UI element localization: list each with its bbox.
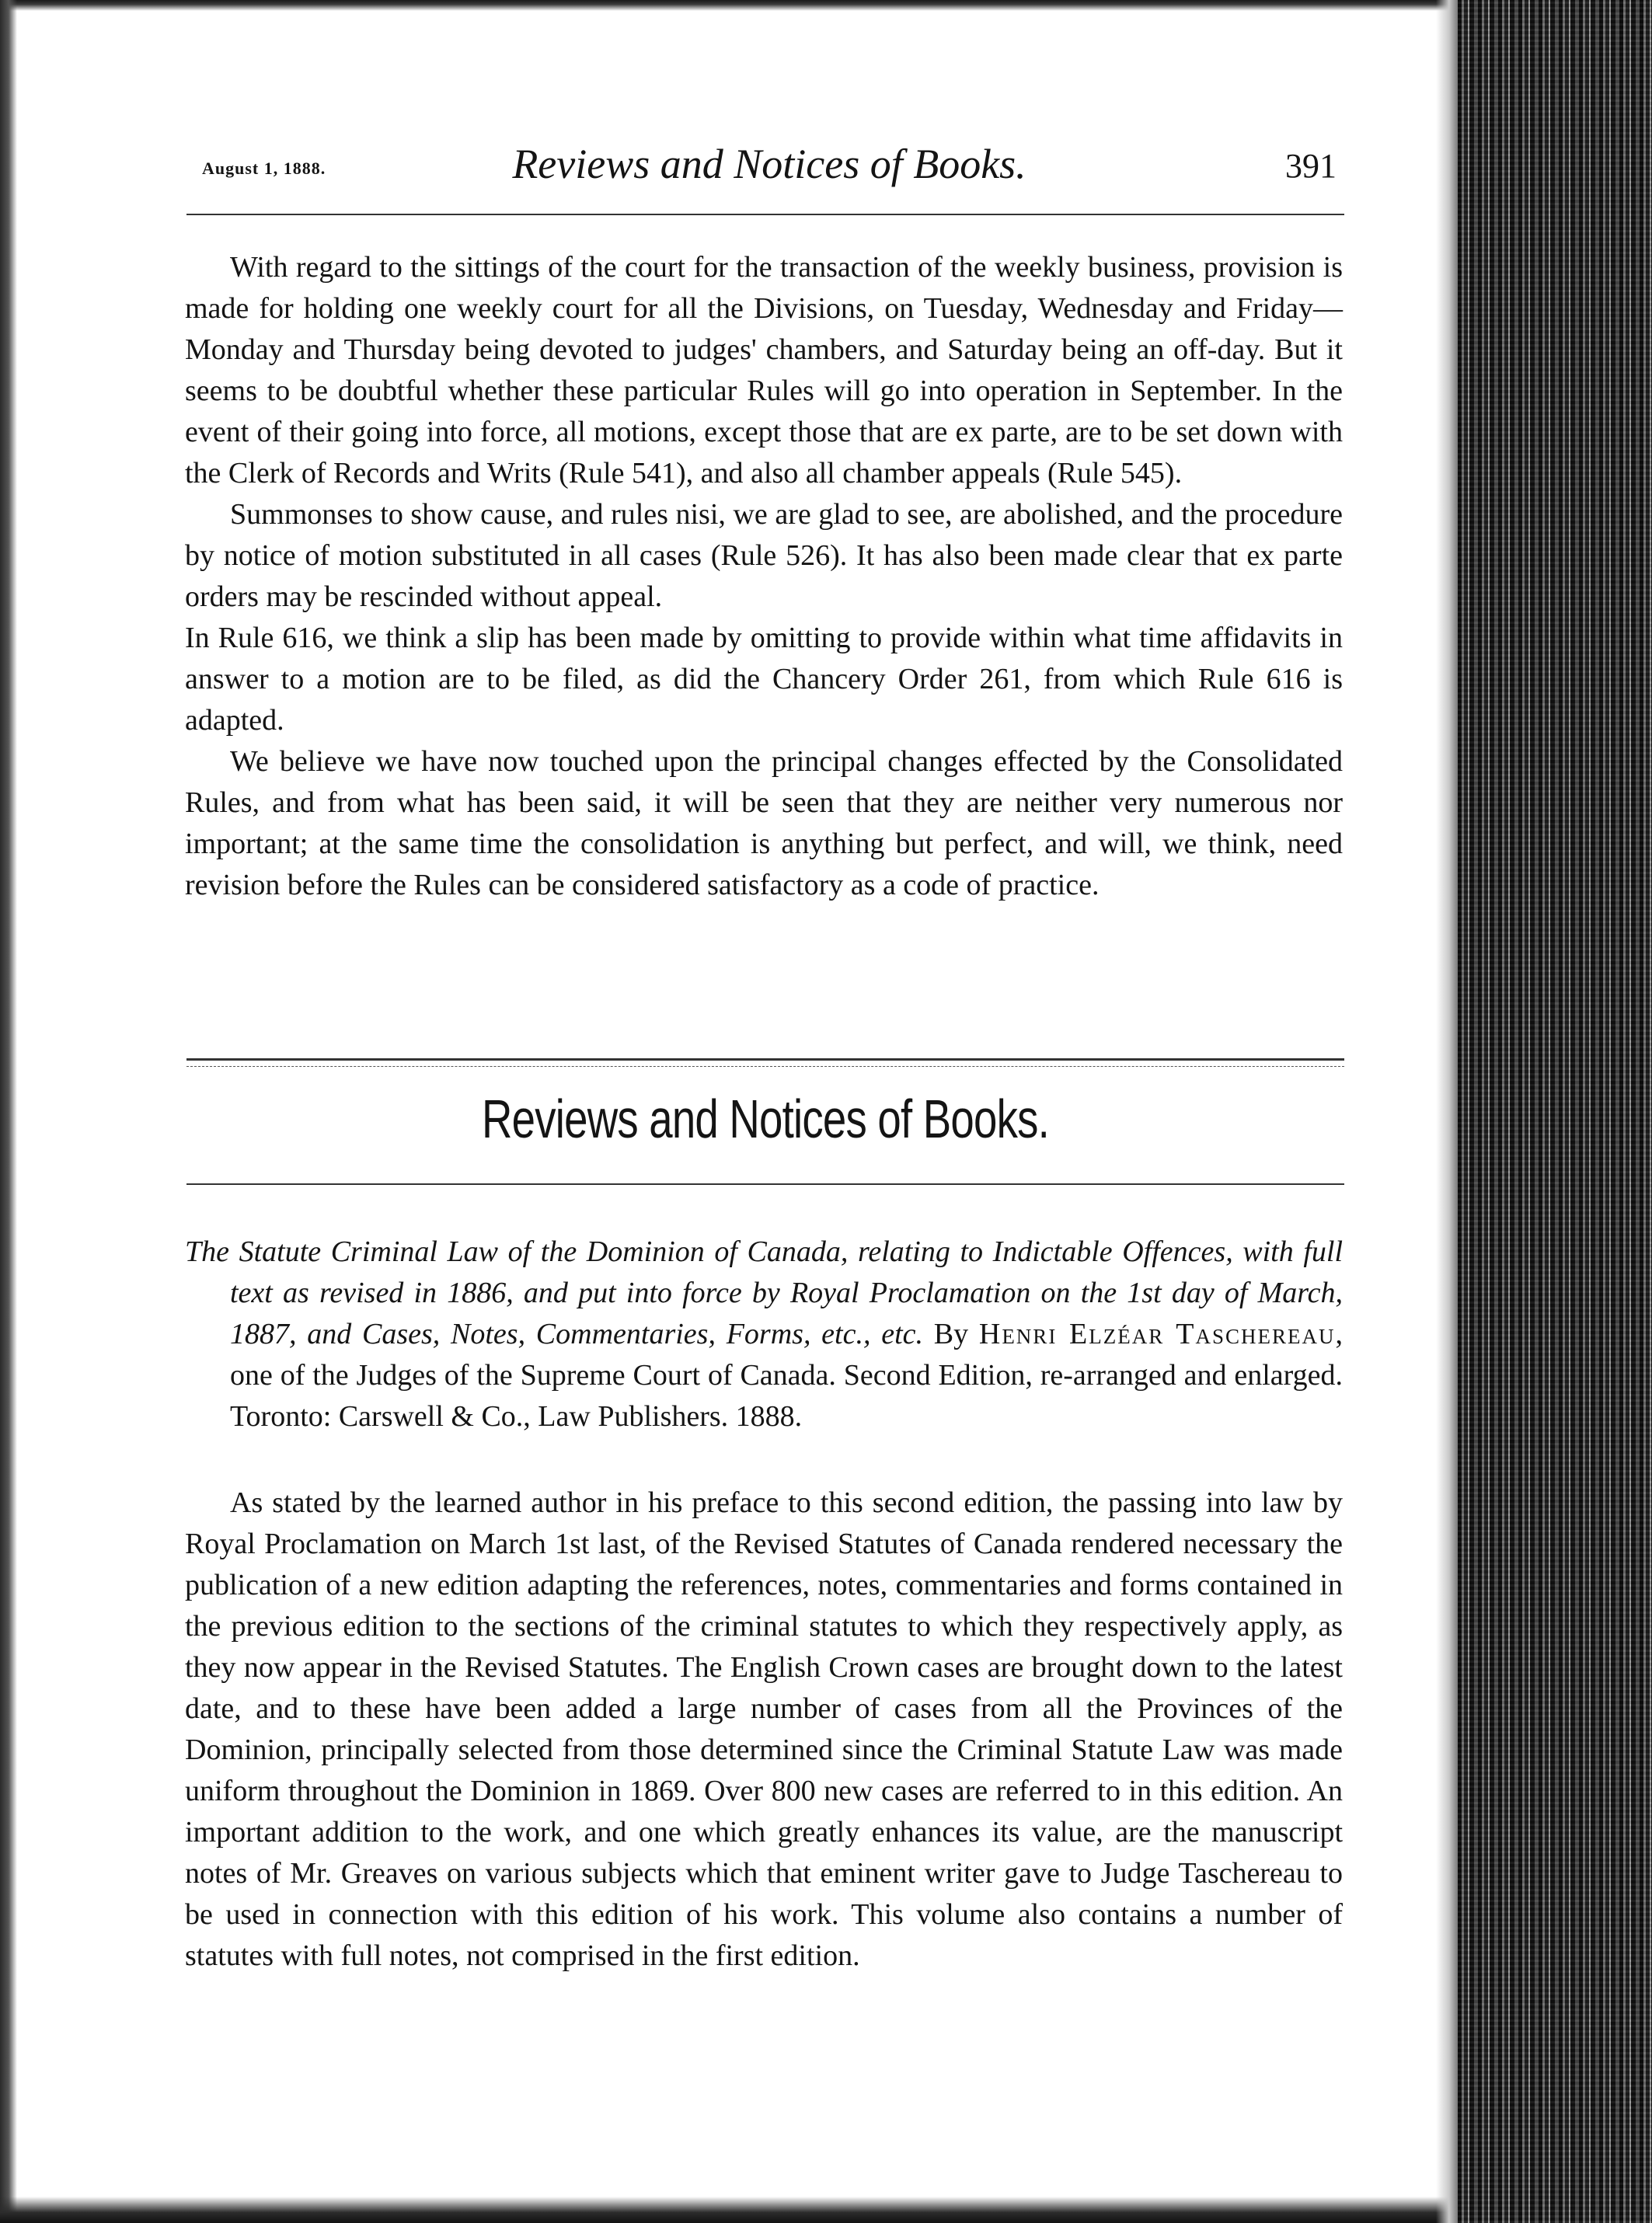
- paragraph-conclusion: We believe we have now touched upon the principal changes effected by the Consolidated Rules, and from what has been said, it will be seen that they are neither very numerous nor important; at the same time the consolidation is anything but perfect, and will, we think, need revision before the Rules can be considered satisfactory as a code of practice.: [185, 745, 1343, 901]
- section-heading-rule: [186, 1183, 1344, 1185]
- book-by: By: [933, 1318, 969, 1350]
- review-paragraph: As stated by the learned author in his preface to this second edition, the passing into law by Royal Proclamation on March 1st last, of the Revised Statutes of Canada rendered necessary the publication of a new edition adapting the references, notes, commentaries and forms contained in the previous edition to the sections of the criminal statutes to which they respectively apply, as they now appear in the Revised Statutes. The English Crown cases are brought down to the latest date, and to these have been added a large number of cases from all the Provinces of the Dominion, principally selected from those determined since the Criminal Statute Law was made uniform throughout the Dominion in 1869. Over 800 new cases are referred to in this edition. An important addition to the work, and one which greatly enhances its value, are the manuscript notes of Mr. Greaves on various subjects which that eminent writer gave to Judge Taschereau to be used in connection with this edition of his work. This volume also contains a number of statutes with full notes, not comprised in the first edition.: [185, 1486, 1343, 1972]
- running-head: [202, 140, 1337, 196]
- scan-edge-left: [0, 0, 17, 2223]
- section-rule-double-top: [186, 1058, 1344, 1061]
- paragraph-rule-616: In Rule 616, we think a slip has been made by omitting to provide within what time affidavits in answer to a motion are to be filed, as did the Chancery Order 261, from which Rule 616 is adapted.: [185, 622, 1343, 737]
- upper-text-block: [185, 247, 1343, 906]
- book-citation: [185, 1232, 1343, 1437]
- book-title: The Statute Criminal Law of the Dominion of Canada, relating to Indictable Offences, with full text as revised in 1886, and put into force by Royal Proclamation on the 1st day of March, 1887, and Cases, Notes, Commentaries, Forms, etc., etc.: [185, 1235, 1343, 1350]
- paragraph-sittings: With regard to the sittings of the court for the transaction of the weekly business, provision is made for holding one weekly court for all the Divisions, on Tuesday, Wednesday and Friday—Monday and Thursday being devoted to judges' chambers, and Saturday being an off-day. But it seems to be doubtful whether these particular Rules will go into operation in September. In the event of their going into force, all motions, except those that are ex parte, are to be set down with the Clerk of Records and Writs (Rule 541), and also all chamber appeals (Rule 545).: [185, 251, 1343, 490]
- page-number: 391: [1285, 147, 1337, 185]
- header-rule: [186, 214, 1344, 215]
- running-head-title: Reviews and Notices of Books.: [512, 141, 1026, 187]
- running-head-date: August 1, 1888.: [202, 159, 326, 178]
- paragraph-summonses: Summonses to show cause, and rules nisi, we are glad to see, are abolished, and the procedure by notice of motion substituted in all cases (Rule 526). It has also been made clear that ex parte orders may be rescinded without appeal.: [185, 498, 1343, 613]
- page-gutter-shadow: [1436, 0, 1458, 2223]
- scan-edge-top: [0, 0, 1461, 11]
- review-text-block: [185, 1483, 1343, 1977]
- section-rule-double-bottom: [186, 1066, 1344, 1067]
- book-author: Henri Elzéar Taschereau: [978, 1318, 1336, 1350]
- book-binding-texture: [1458, 0, 1652, 2223]
- book-publication-details: , one of the Judges of the Supreme Court of Canada. Second Edition, re-arranged and enlarged. Toronto: Carswell & Co., Law Publishers. 1888.: [230, 1318, 1344, 1433]
- section-heading: Reviews and Notices of Books.: [481, 1089, 1050, 1149]
- scan-edge-bottom: [0, 2197, 1476, 2223]
